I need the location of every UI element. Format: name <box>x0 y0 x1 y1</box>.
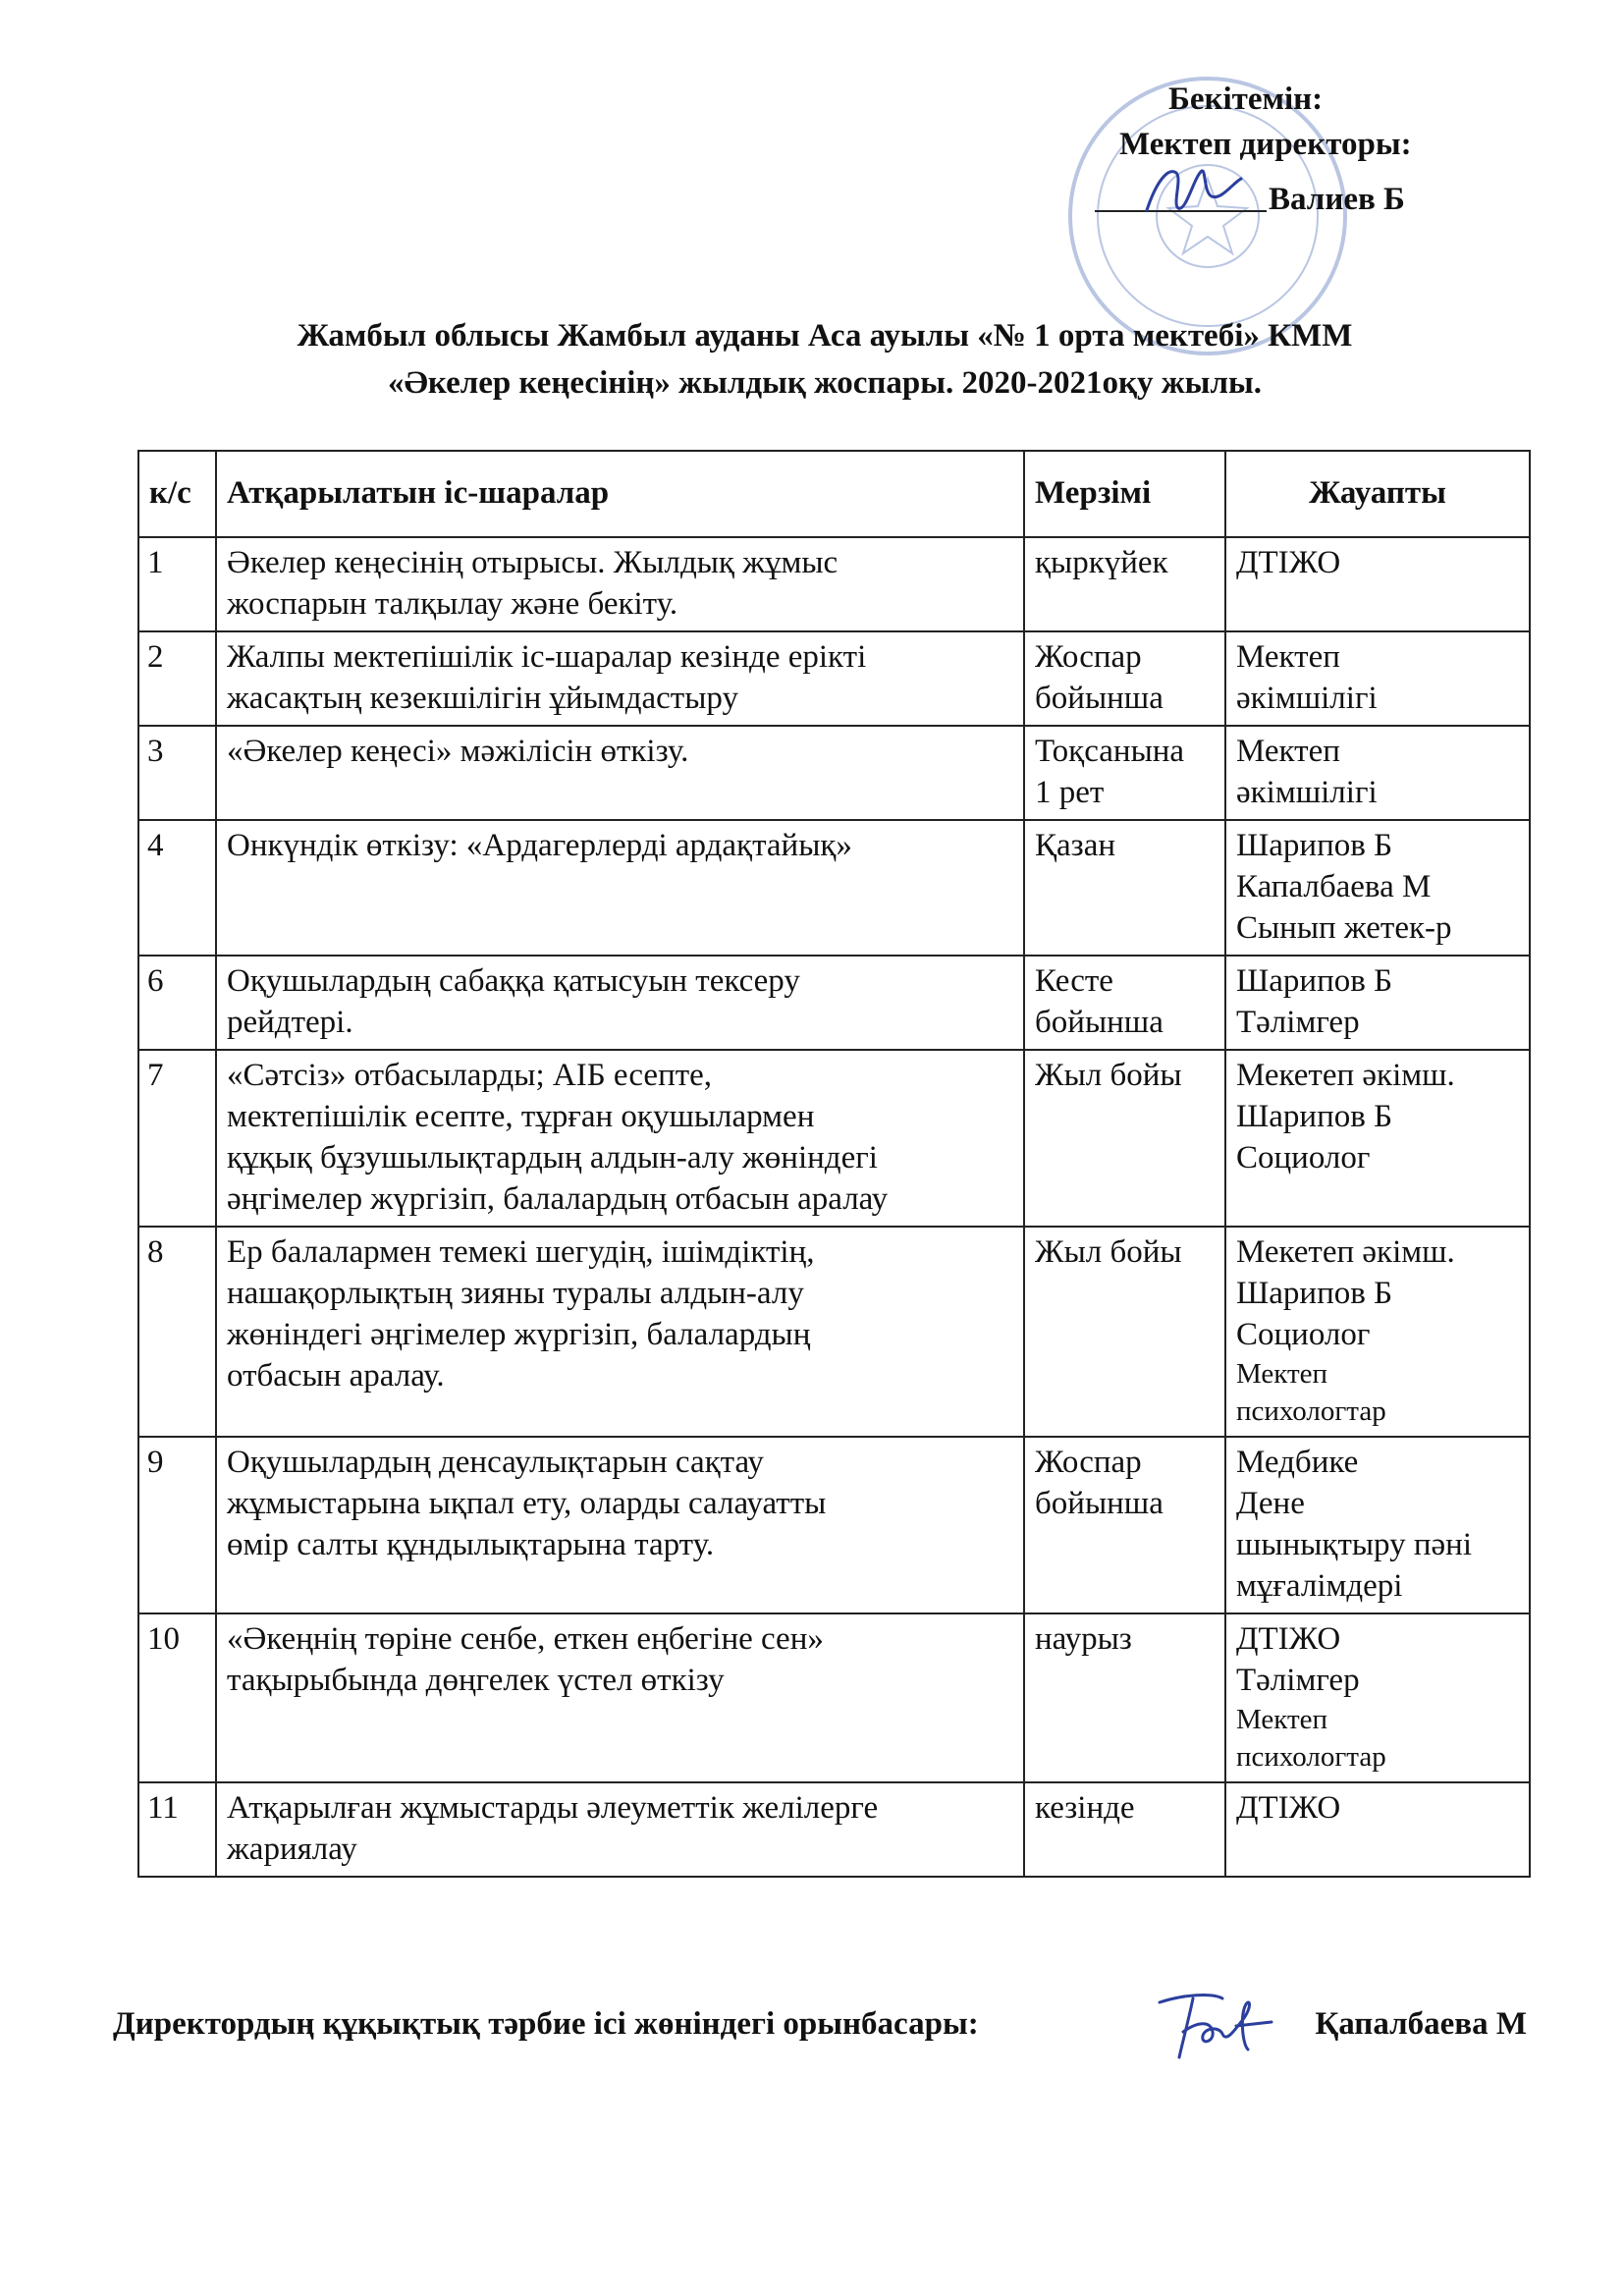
responsible-cell-line: Мектеп <box>1236 1358 1328 1390</box>
term-cell-line: Жоспар <box>1035 1445 1142 1480</box>
term-cell <box>1024 631 1225 726</box>
term-cell-line: Тоқсанына <box>1035 734 1185 769</box>
responsible-cell-line: Мекетеп әкімш. <box>1236 1234 1455 1270</box>
responsible-cell-line: әкімшілігі <box>1236 681 1378 716</box>
responsible-cell-line: Шарипов Б <box>1236 1099 1393 1134</box>
responsible-cell-line: шынықтыру пәні <box>1236 1527 1472 1562</box>
term-cell-line: Жоспар <box>1035 639 1142 675</box>
header-activity: Атқарылатын іс-шаралар <box>216 451 1024 537</box>
activity-cell-line: жариялау <box>227 1831 357 1867</box>
responsible-cell <box>1225 820 1530 956</box>
term-cell-line: 1 рет <box>1035 775 1105 810</box>
activity-cell-line: нашақорлықтың зияны туралы алдын-алу <box>227 1276 804 1311</box>
responsible-cell-line: Капалбаева М <box>1236 869 1432 904</box>
responsible-cell-line: Мекетеп әкімш. <box>1236 1058 1455 1093</box>
director-signature <box>1139 163 1247 218</box>
deputy-title: Директордың құқықтық тәрбие ісі жөніндегі орынбасары: <box>113 2006 979 2042</box>
activity-cell-line: Жалпы мектепішілік іс-шаралар кезінде ерікті <box>227 639 867 675</box>
activity-cell-line: Оқушылардың сабаққа қатысуын тексеру <box>227 963 800 999</box>
responsible-cell <box>1225 726 1530 820</box>
activity-cell-line: өмір салты құндылықтарына тарту. <box>227 1527 715 1562</box>
activity-cell <box>216 1613 1024 1782</box>
table-row <box>138 1782 1530 1877</box>
activity-cell-line: мектепішілік есепте, тұрған оқушылармен <box>227 1099 815 1134</box>
plan-table <box>137 450 1531 1878</box>
deputy-name: Қапалбаева М <box>1315 2006 1527 2042</box>
responsible-cell <box>1225 631 1530 726</box>
responsible-cell <box>1225 1050 1530 1227</box>
responsible-cell-line: ДТІЖО <box>1236 545 1341 580</box>
term-cell <box>1024 1782 1225 1877</box>
responsible-cell-line: психологтар <box>1236 1395 1386 1427</box>
table-row <box>138 537 1530 631</box>
responsible-cell-line: Сынып жетек-р <box>1236 910 1452 946</box>
table-row <box>138 956 1530 1050</box>
activity-cell-line: Онкүндік өткізу: «Ардагерлерді ардақтайық» <box>227 828 852 863</box>
table-row <box>138 726 1530 820</box>
approval-signature-row <box>1090 167 1600 226</box>
row-number: 4 <box>138 820 216 956</box>
responsible-cell-line: ДТІЖО <box>1236 1790 1341 1826</box>
activity-cell-line: Ер балалармен темекі шегудің, ішімдіктің, <box>227 1234 815 1270</box>
term-cell <box>1024 1227 1225 1437</box>
term-cell <box>1024 1613 1225 1782</box>
responsible-cell-line: Медбике <box>1236 1445 1359 1480</box>
term-cell-line: Жыл бойы <box>1035 1058 1182 1093</box>
activity-cell-line: жөніндегі әңгімелер жүргізіп, балалардың <box>227 1317 811 1352</box>
activity-cell-line: отбасын аралау. <box>227 1358 445 1394</box>
activity-cell-line: Әкелер кеңесінің отырысы. Жылдық жұмыс <box>227 545 839 580</box>
row-number: 9 <box>138 1437 216 1613</box>
responsible-cell-line: Мектеп <box>1236 734 1340 769</box>
term-cell-line: Жыл бойы <box>1035 1234 1182 1270</box>
table-row <box>138 1613 1530 1782</box>
row-number: 6 <box>138 956 216 1050</box>
approval-block <box>1090 77 1600 226</box>
approval-director-title: Мектеп директоры: <box>1119 127 1412 162</box>
term-cell-line: бойынша <box>1035 1486 1164 1521</box>
plan-title-line: «Әкелер кеңесінің» жылдық жоспары. 2020-2021оқу жылы. <box>388 365 1262 401</box>
director-name: Валиев Б <box>1269 182 1405 217</box>
activity-cell-line: жоспарын талқылау және бекіту. <box>227 586 678 622</box>
activity-cell <box>216 820 1024 956</box>
responsible-cell-line: Дене <box>1236 1486 1305 1521</box>
responsible-cell-line: Мектеп <box>1236 639 1340 675</box>
activity-cell-line: құқық бұзушылықтардың алдын-алу жөніндегі <box>227 1140 878 1175</box>
activity-cell <box>216 1227 1024 1437</box>
activity-cell <box>216 956 1024 1050</box>
approval-title: Бекітемін: <box>1168 82 1324 117</box>
row-number: 7 <box>138 1050 216 1227</box>
row-number: 11 <box>138 1782 216 1877</box>
row-number: 2 <box>138 631 216 726</box>
responsible-cell-line: психологтар <box>1236 1741 1386 1773</box>
term-cell-line: қыркүйек <box>1035 545 1168 580</box>
activity-cell-line: әңгімелер жүргізіп, балалардың отбасын аралау <box>227 1181 889 1217</box>
table-body <box>138 537 1530 1877</box>
responsible-cell-line: ДТІЖО <box>1236 1621 1341 1657</box>
responsible-cell-line: мұғалімдері <box>1236 1568 1403 1604</box>
responsible-cell-line: әкімшілігі <box>1236 775 1378 810</box>
responsible-cell <box>1225 956 1530 1050</box>
table-row <box>138 820 1530 956</box>
term-cell-line: наурыз <box>1035 1621 1132 1657</box>
table-header-row <box>138 451 1530 537</box>
activity-cell-line: жасақтың кезекшілігін ұйымдастыру <box>227 681 738 716</box>
document-heading <box>137 312 1512 407</box>
responsible-cell <box>1225 1782 1530 1877</box>
term-cell <box>1024 1437 1225 1613</box>
header-number: к/с <box>138 451 216 537</box>
term-cell <box>1024 820 1225 956</box>
term-cell <box>1024 1050 1225 1227</box>
activity-cell <box>216 1782 1024 1877</box>
activity-cell <box>216 631 1024 726</box>
responsible-cell <box>1225 1227 1530 1437</box>
activity-cell-line: Атқарылған жұмыстарды әлеуметтік желілерге <box>227 1790 879 1826</box>
responsible-cell-line: Мектеп <box>1236 1704 1328 1735</box>
activity-cell <box>216 1050 1024 1227</box>
activity-cell-line: «Әкелер кеңесі» мәжілісін өткізу. <box>227 734 689 769</box>
activity-cell-line: «Сәтсіз» отбасыларды; АІБ есепте, <box>227 1058 713 1093</box>
footer-signature-block <box>113 1989 1527 2067</box>
responsible-cell-line: Тәлімгер <box>1236 1663 1360 1698</box>
term-cell-line: бойынша <box>1035 1005 1164 1040</box>
activity-cell-line: «Әкеңнің төріне сенбе, еткен еңбегіне сен» <box>227 1621 824 1657</box>
responsible-cell-line: Шарипов Б <box>1236 1276 1393 1311</box>
responsible-cell <box>1225 1437 1530 1613</box>
school-name-line: Жамбыл облысы Жамбыл ауданы Аса ауылы «№ 1 орта мектебі» КММ <box>297 318 1353 354</box>
row-number: 10 <box>138 1613 216 1782</box>
activity-cell-line: рейдтері. <box>227 1005 353 1040</box>
table-row <box>138 1050 1530 1227</box>
activity-cell-line: Оқушылардың денсаулықтарын сақтау <box>227 1445 764 1480</box>
responsible-cell-line: Шарипов Б <box>1236 828 1393 863</box>
responsible-cell-line: Тәлімгер <box>1236 1005 1360 1040</box>
responsible-cell <box>1225 537 1530 631</box>
term-cell-line: кезінде <box>1035 1790 1135 1826</box>
row-number: 8 <box>138 1227 216 1437</box>
activity-cell <box>216 537 1024 631</box>
row-number: 1 <box>138 537 216 631</box>
table-row <box>138 1227 1530 1437</box>
table-row <box>138 1437 1530 1613</box>
term-cell-line: бойынша <box>1035 681 1164 716</box>
table-row <box>138 631 1530 726</box>
responsible-cell-line: Социолог <box>1236 1317 1371 1352</box>
term-cell-line: Кесте <box>1035 963 1113 999</box>
activity-cell-line: жұмыстарына ықпал ету, оларды салауатты <box>227 1486 827 1521</box>
responsible-cell <box>1225 1613 1530 1782</box>
activity-cell <box>216 726 1024 820</box>
responsible-cell-line: Шарипов Б <box>1236 963 1393 999</box>
term-cell <box>1024 537 1225 631</box>
term-cell-line: Қазан <box>1035 828 1116 863</box>
row-number: 3 <box>138 726 216 820</box>
term-cell <box>1024 956 1225 1050</box>
activity-cell <box>216 1437 1024 1613</box>
responsible-cell-line: Социолог <box>1236 1140 1371 1175</box>
header-responsible: Жауапты <box>1225 451 1530 537</box>
activity-cell-line: тақырыбында дөңгелек үстел өткізу <box>227 1663 725 1698</box>
header-term: Мерзімі <box>1024 451 1225 537</box>
deputy-signature <box>1154 1989 1301 2067</box>
term-cell <box>1024 726 1225 820</box>
